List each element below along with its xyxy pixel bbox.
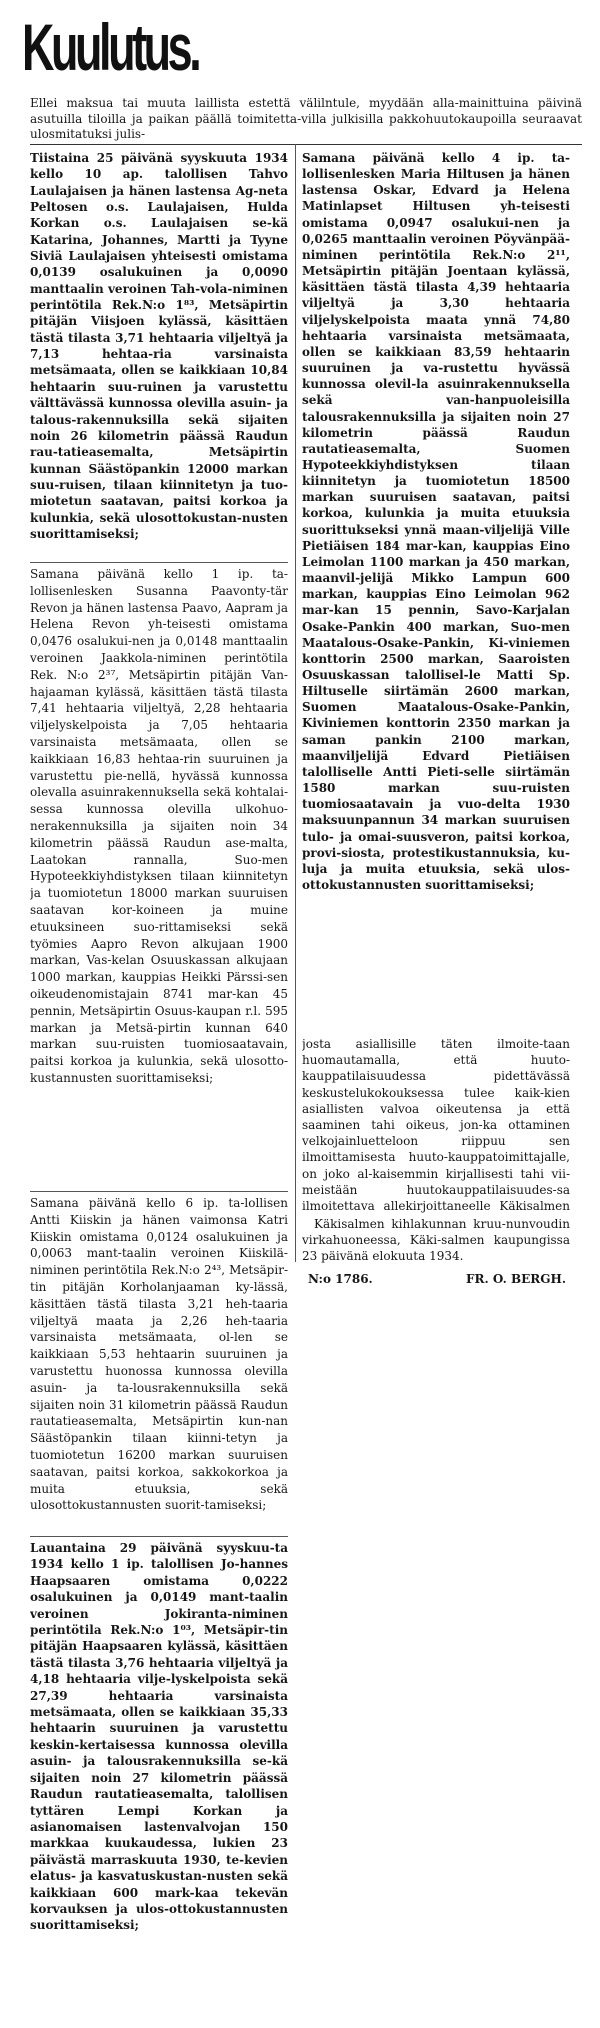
intro-paragraph: Ellei maksua tai muuta laillista estettä välilntule, myydään alla-mainittuina päivinä asutuilla tiloilla ja paikan päällä toimitetta-villa julkisilla pakkohuutokaupoilla seuraavat ulosmitatuksi julis-	[30, 96, 582, 141]
section-divider	[30, 562, 288, 563]
auction-kiiskila: Samana päivänä kello 6 ip. ta-lollisen Antti Kiiskin ja hänen vaimonsa Katri Kiiskin omistama 0,0124 osalukuinen ja 0,0063 mant-taalin veroinen Kiiskilä-niminen perintötila Rek.N:o 2⁴³, Metsäpir-tin pitäjän Korholanjaaman ky-lässä, käsittäen tästä tilasta 3,21 heh-taaria viljeltyä maata ja 2,26 heh-taaria varsinaista metsämaata, ol-len se kaikkiaan 5,53 hehtaarin suuruinen ja varustettu huonossa kunnossa olevilla asuin- ja ta-lousrakennuksilla sekä sijaiten noin 31 kilometrin päässä Raudun rautatieasemalta, Metsäpirtin kun-nan Säästöpankin tilaan kiinni-tetyn ja tuomiotetun 16200 markan suuruisen saatavan, paitsi korkoa, sakkokorkoa ja muita etuuksia, sekä ulosottokustannusten suorit-tamiseksi;	[30, 1196, 288, 1513]
signature-line	[302, 1272, 570, 1286]
column-rule	[295, 144, 296, 1262]
left-column	[30, 144, 288, 1936]
right-column	[302, 144, 570, 1286]
notice-title: Kuulutus.	[22, 10, 199, 84]
auction-jokiranta: Lauantaina 29 päivänä syyskuu-ta 1934 kello 1 ip. talollisen Jo-hannes Haapsaaren omistama 0,0222 osalukuinen ja 0,0149 mant-taalin veroinen Jokiranta-niminen perintötila Rek.N:o 1⁰³, Metsäpir-tin pitäjän Haapsaaren kylässä, käsittäen tästä tilasta 3,76 hehtaaria viljeltyä ja 4,18 hehtaaria vilje-lyskelpoista sekä 27,39 hehtaaria varsinaista metsämaata, ollen se kaikkiaan 35,33 hehtaarin suuruinen ja varustettu keskin-kertaisessa kunnossa olevilla asuin- ja talousrakennuksilla se-kä sijaiten noin 27 kilometrin päässä Raudun rautatieasemalta, talollisen tyttären Lempi Korkan ja asianomaisen lastenvalvojan 150 markkaa kuukaudessa, lukien 23 päivästä marraskuuta 1930, te-kevien elatus- ja kasvatuskustan-nusten sekä kaikkiaan 600 mark-kaa tekevän korvauksen ja ulos-ottokustannusten suorittamiseksi;	[30, 1541, 288, 1933]
section-divider	[30, 1191, 288, 1192]
signatory-name: FR. O. BERGH.	[466, 1272, 566, 1286]
notice-number: N:o 1786.	[308, 1272, 373, 1286]
section-divider	[30, 1536, 288, 1537]
auction-jaakkola: Samana päivänä kello 1 ip. ta-lollisenlesken Susanna Paavonty-tär Revon ja hänen lastensa Paavo, Aapram ja Helena Revon yh-teisesti omistama 0,0476 osalukui-nen ja 0,0148 manttaalin veroinen Jaakkola-niminen perintötila Rek. N:o 2³⁷, Metsäpirtin pitäjän Van-hajaaman kylässä, käsittäen tästä tilasta 7,41 hehtaaria viljeltyä, 2,28 hehtaaria viljelyskelpoista ja 7,05 hehtaaria varsinaista metsämaata, ollen se kaikkiaan 16,83 hehtaa-rin suuruinen ja varustettu pie-nellä, hyvässä kunnossa olevalla asuinrakennuksella sekä kohtalai-sessa kunnossa olevilla ulkohuo-nerakennuksilla ja sijaiten noin 34 kilometrin päässä Raudun ase-malta, Laatokan rannalla, Suo-men Hypoteekkiyhdistyksen tilaan kiinnitetyn ja tuomiotetun 18000 markan suuruisen saatavan kor-koineen ja muine etuuksineen suo-rittamiseksi sekä työmies Aapro Revon alkujaan 1900 markan, Vas-kelan Osuuskassan alkujaan 1000 markan, kauppias Heikki Pärssi-sen oikeudenomistajain 8741 mar-kan 45 pennin, Metsäpirtin Osuus-kaupan r.l. 595 markan ja Metsä-pirtin kunnan 640 markan suu-ruisten tuomiosaatavain, paitsi korkoa ja kulunkia, sekä ulosotto-kustannusten suorittamiseksi;	[30, 567, 288, 1085]
auction-poyvanpaa: Samana päivänä kello 4 ip. ta-lollisenlesken Maria Hiltusen ja hänen lastensa Oskar, Edvard ja Helena Matinlapset Hiltusen yh-teisesti omistama 0,0947 osalukui-nen ja 0,0265 manttaalin veroinen Pöyvänpää-niminen perintötila Rek.N:o 2¹¹, Metsäpirtin pitäjän Joentaan kylässä, käsittäen tästä tilasta 4,39 hehtaaria viljeltyä ja 3,30 hehtaaria viljelyskelpoista maata ynnä 74,80 hehtaaria varsinaista metsämaata, ollen se kaikkiaan 83,59 hehtaarin suuruinen ja va-rustettu hyvässä kunnossa olevil-la asuinrakennuksella sekä van-hanpuoleisilla talousrakennuksilla ja sijaiten noin 27 kilometrin päässä Raudun rautatieasemalta, Suomen Hypoteekkiyhdistyksen tilaan kiinnitetyn ja tuomiotetun 18500 markan suuruisen saatavan, paitsi korkoa, kulunkia ja muita etuuksia suorittukseksi ynnä maan-viljelijä Ville Pietiäisen 184 mar-kan, kauppias Eino Leimolan 1100 markan ja 450 markan, maanvil-jelijä Mikko Lampun 600 markan, kauppias Eino Leimolan 962 mar-kan 15 pennin, Savo-Karjalan Osake-Pankin 400 markan, Suo-men Maatalous-Osake-Pankin, Ki-viniemen konttorin 2500 markan, Saaroisten Osuuskassan talollisel-le Matti Sp. Hiltuselle siirtämän 2600 markan, Suomen Maatalous-Osake-Pankin, Kiviniemen konttorin 2350 markan ja saman pankin 2100 markan, maanviljelijä Edvard Pietiäisen talolliselle Antti Pieti-selle siirtämän 1580 markan suu-ruisten tuomiosaatavain ja vuo-delta 1930 maksuunpannun 34 markan suuruisen tulo- ja omai-suusveron, paitsi korkoa, provi-siosta, protestikustannuksia, ku-luja ja muita etuuksia, sekä ulos-ottokustannusten suorittamiseksi;	[302, 151, 570, 893]
office-dateline: Käkisalmen kihlakunnan kruu-nunvoudin virkahuoneessa, Käki-salmen kaupungissa 23 päivänä elokuuta 1934.	[302, 1217, 570, 1264]
notice-to-parties: josta asiallisille täten ilmoite-taan huomautamalla, että huuto-kauppatilaisuudessa pidettävässä keskustelukokouksessa tulee kaik-kien asiallisten valvoa oikeutensa ja että saaminen tahi oikeus, jon-ka ottaminen velkojainluetteloon riippuu sen ilmoittamisesta huuto-kauppatoimittajalle, on joko al-kaisemmin kirjallisesti tahi vii-meistään huutokauppatilaisuudes-sa ilmoitettava allekirjoittaneelle Käkisalmen	[302, 1037, 570, 1214]
auction-tahvola: Tiistaina 25 päivänä syyskuuta 1934 kello 10 ap. talollisen Tahvo Laulajaisen ja hänen lastensa Ag-neta Peltosen o.s. Laulajaisen, Hulda Korkan o.s. Laulajaisen se-kä Katarina, Johannes, Martti ja Tyyne Siviä Laulajaisen yhteisesti omistama 0,0139 osalukuinen ja 0,0090 manttaalin veroinen Tah-vola-niminen perintötila Rek.N:o 1⁸³, Metsäpirtin pitäjän Viisjoen kylässä, käsittäen tästä tilasta 3,71 hehtaaria viljeltyä ja 7,13 hehtaa-ria varsinaista metsämaata, ollen se kaikkiaan 10,84 hehtaarin suu-ruinen ja varustettu välttävässä kunnossa olevilla asuin- ja talous-rakennuksilla sekä sijaiten noin 26 kilometrin päässä Raudun rau-tatieasemalta, Metsäpirtin kunnan Säästöpankin 12000 markan suu-ruisen, tilaan kiinnitetyn ja tuo-miotetun saatavan, paitsi korkoa ja kulunkia, sekä ulosottokustan-nusten suorittamiseksi;	[30, 151, 288, 541]
